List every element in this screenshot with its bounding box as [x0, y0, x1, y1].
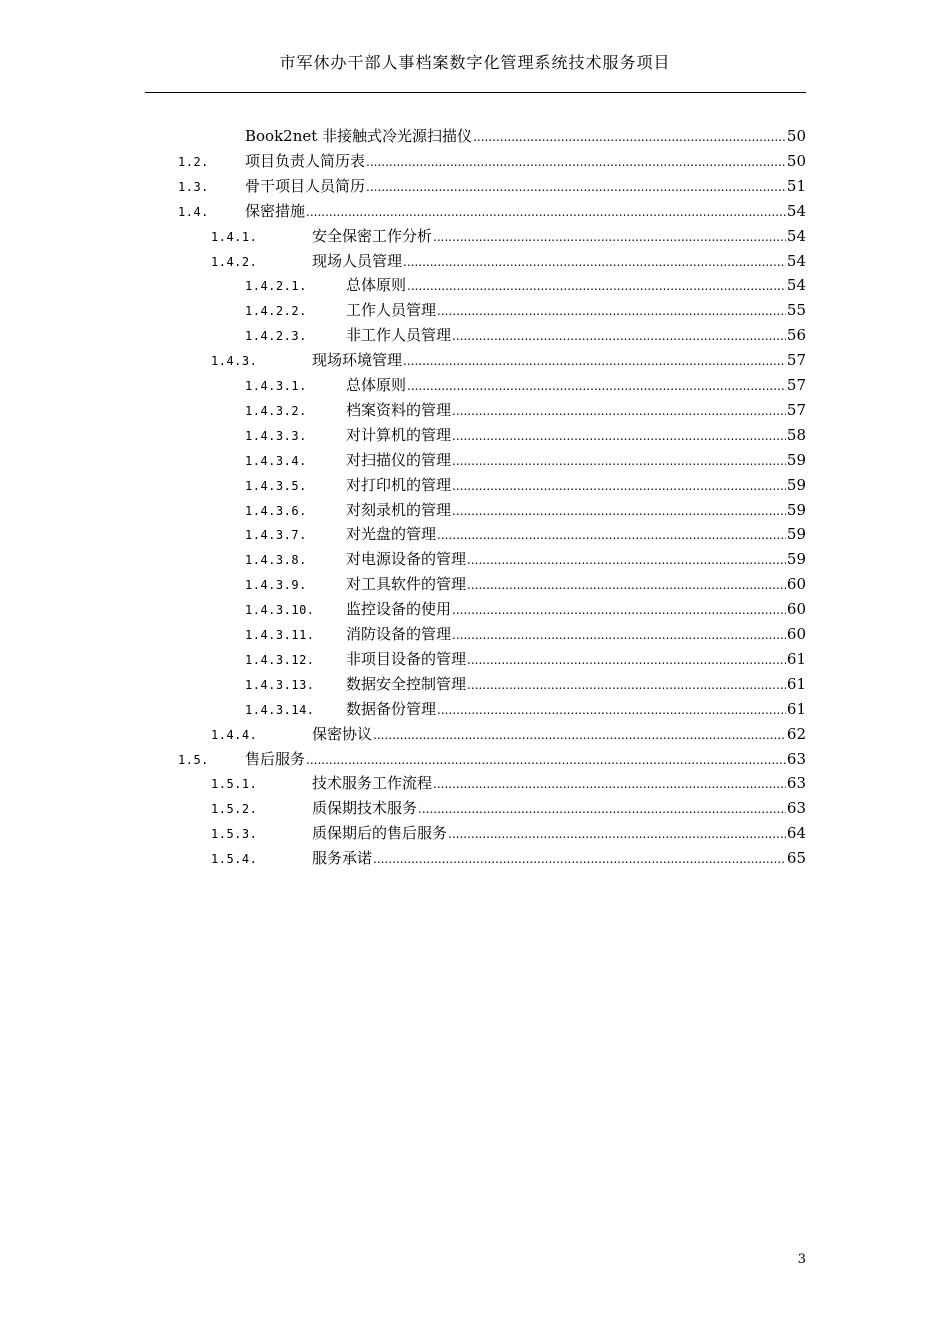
- toc-dot-leader: [403, 250, 786, 274]
- toc-entry[interactable]: [245, 448, 806, 472]
- toc-entry[interactable]: [245, 572, 806, 596]
- toc-dot-leader: [437, 698, 786, 722]
- toc-entry-title: 质保期技术服务: [312, 799, 418, 818]
- toc-dot-leader: [407, 374, 786, 398]
- toc-entry-number: 1.3.: [178, 179, 209, 194]
- toc-dot-leader: [433, 225, 786, 249]
- toc-entry[interactable]: [245, 647, 806, 671]
- toc-entry-title: 安全保密工作分析: [312, 226, 433, 245]
- toc-dot-leader: [467, 548, 786, 572]
- toc-dot-leader: [452, 598, 786, 622]
- page-number: 3: [797, 1252, 806, 1267]
- toc-entry-page: 60: [786, 575, 806, 594]
- toc-entry[interactable]: [245, 697, 806, 721]
- toc-dot-leader: [306, 748, 786, 772]
- toc-entry-page: 60: [786, 625, 806, 643]
- toc-entry-number: 1.4.3.10.: [245, 603, 315, 618]
- toc-entry-title: 工作人员管理: [346, 301, 437, 320]
- toc-entry[interactable]: [245, 273, 806, 297]
- toc-dot-leader: [452, 474, 786, 498]
- header-divider: [145, 92, 806, 93]
- toc-entry-page: 57: [786, 400, 806, 419]
- toc-dot-leader: [473, 125, 786, 149]
- toc-entry-number: 1.4.3.12.: [245, 652, 315, 667]
- toc-entry-title: 总体原则: [346, 376, 407, 394]
- toc-entry[interactable]: [245, 323, 806, 347]
- toc-entry[interactable]: [245, 597, 806, 621]
- toc-entry-title: 保密协议: [312, 724, 373, 743]
- toc-entry-page: 63: [786, 749, 806, 768]
- toc-entry-page: 56: [786, 326, 806, 345]
- toc-entry-number: 1.4.3.6.: [245, 503, 307, 518]
- toc-entry[interactable]: [178, 149, 806, 173]
- toc-entry-number: 1.4.3.1.: [245, 379, 307, 393]
- toc-dot-leader: [452, 424, 786, 448]
- toc-entry-title: 档案资料的管理: [346, 400, 452, 419]
- toc-entry[interactable]: [211, 771, 806, 795]
- toc-entry-number: 1.2.: [178, 154, 209, 169]
- toc-entry-number: 1.4.3.13.: [245, 677, 315, 692]
- toc-dot-leader: [452, 399, 786, 423]
- toc-dot-leader: [373, 723, 786, 747]
- toc-entry-page: 64: [786, 824, 806, 843]
- toc-entry-title: 服务承诺: [312, 849, 373, 868]
- toc-entry[interactable]: [211, 846, 806, 870]
- toc-entry-page: 50: [786, 151, 806, 170]
- toc-entry[interactable]: [211, 722, 806, 746]
- toc-entry-title: 数据备份管理: [346, 699, 437, 718]
- toc-entry[interactable]: [178, 199, 806, 223]
- toc-entry-title: 现场环境管理: [312, 351, 403, 370]
- toc-entry-page: 54: [786, 226, 806, 245]
- toc-dot-leader: [437, 299, 786, 323]
- toc-entry-number: 1.4.2.3.: [245, 329, 307, 344]
- toc-dot-leader: [407, 274, 786, 298]
- toc-entry[interactable]: [245, 547, 806, 571]
- toc-entry-title: 现场人员管理: [312, 251, 403, 270]
- toc-entry-number: 1.4.3.7.: [245, 528, 307, 543]
- toc-entry-number: 1.5.4.: [211, 852, 258, 867]
- toc-entry-page: 61: [786, 649, 806, 668]
- toc-dot-leader: [467, 673, 786, 697]
- toc-entry-page: 54: [786, 251, 806, 270]
- toc-dot-leader: [467, 573, 786, 597]
- toc-entry-number: 1.4.2.2.: [245, 304, 307, 319]
- toc-entry-page: 58: [786, 425, 806, 444]
- toc-entry-title: 对工具软件的管理: [346, 575, 467, 594]
- toc-dot-leader: [418, 797, 786, 821]
- toc-entry-page: 54: [786, 276, 806, 295]
- toc-dot-leader: [306, 200, 786, 224]
- toc-entry-number: 1.5.: [178, 752, 209, 767]
- toc-entry-number: 1.4.: [178, 204, 209, 219]
- toc-entry-number: 1.5.1.: [211, 777, 258, 792]
- toc-entry-page: 63: [786, 799, 806, 818]
- toc-entry[interactable]: [245, 522, 806, 546]
- toc-entry-title: 骨干项目人员简历: [245, 176, 366, 195]
- toc-entry-number: 1.4.3.11.: [245, 628, 315, 642]
- toc-dot-leader: [403, 349, 786, 373]
- toc-dot-leader: [467, 648, 786, 672]
- toc-dot-leader: [448, 822, 786, 846]
- toc-entry-number: 1.4.2.1.: [245, 279, 307, 294]
- toc-dot-leader: [437, 523, 786, 547]
- toc-entry[interactable]: [245, 423, 806, 447]
- toc-entry-page: 61: [786, 699, 806, 718]
- toc-entry-number: 1.4.3.2.: [245, 403, 307, 418]
- toc-entry-title: 技术服务工作流程: [312, 774, 433, 793]
- toc-entry-page: 59: [786, 550, 806, 569]
- toc-dot-leader: [452, 499, 786, 523]
- toc-entry[interactable]: [211, 348, 806, 372]
- toc-entry-title: 消防设备的管理: [346, 625, 452, 643]
- toc-entry-page: 51: [786, 176, 806, 195]
- toc-dot-leader: [433, 772, 786, 796]
- toc-entry-title: 对计算机的管理: [346, 425, 452, 444]
- toc-entry-title: 非项目设备的管理: [346, 649, 467, 668]
- toc-entry-page: 59: [786, 450, 806, 469]
- toc-entry-number: 1.4.3.8.: [245, 553, 307, 568]
- toc-entry-page: 60: [786, 600, 806, 619]
- toc-entry[interactable]: [245, 373, 806, 397]
- toc-entry-page: 50: [786, 127, 806, 145]
- toc-entry-title: 售后服务: [245, 749, 306, 768]
- toc-entry-number: 1.4.2.: [211, 254, 258, 269]
- toc-entry-number: 1.4.3.14.: [245, 702, 315, 717]
- toc-entry-number: 1.4.1.: [211, 229, 258, 244]
- toc-entry-title: 保密措施: [245, 201, 306, 220]
- toc-entry-page: 59: [786, 525, 806, 544]
- toc-entry[interactable]: [211, 821, 806, 845]
- toc-entry-number: 1.4.3.: [211, 354, 258, 369]
- toc-entry[interactable]: [211, 249, 806, 273]
- toc-entry-page: 65: [786, 849, 806, 868]
- toc-entry-title: 对扫描仪的管理: [346, 450, 452, 469]
- toc-entry-number: 1.5.3.: [211, 827, 258, 842]
- toc-entry-page: 54: [786, 201, 806, 220]
- toc-entry-title: 对打印机的管理: [346, 475, 452, 494]
- toc-dot-leader: [366, 150, 786, 174]
- toc-entry-page: 57: [786, 351, 806, 370]
- toc-entry-title: 项目负责人简历表: [245, 151, 366, 170]
- toc-dot-leader: [373, 847, 786, 871]
- toc-entry[interactable]: [245, 298, 806, 322]
- toc-entry[interactable]: [178, 747, 806, 771]
- toc-entry-title: 数据安全控制管理: [346, 674, 467, 693]
- toc-entry-page: 59: [786, 500, 806, 519]
- toc-entry-number: 1.4.3.3.: [245, 428, 307, 443]
- toc-entry[interactable]: [178, 174, 806, 198]
- toc-entry-title: 监控设备的使用: [346, 600, 452, 619]
- toc-entry-page: 61: [786, 674, 806, 693]
- toc-entry[interactable]: [245, 622, 806, 646]
- toc-entry-title: 总体原则: [346, 276, 407, 295]
- toc-entry[interactable]: [245, 473, 806, 497]
- toc-entry[interactable]: [245, 498, 806, 522]
- toc-entry-number: 1.4.3.4.: [245, 453, 307, 468]
- toc-entry-number: 1.4.4.: [211, 727, 258, 742]
- toc-entry-number: 1.4.3.9.: [245, 578, 307, 593]
- toc-entry-title: Book2net 非接触式冷光源扫描仪: [245, 127, 473, 145]
- toc-entry[interactable]: [245, 398, 806, 422]
- toc-dot-leader: [366, 175, 786, 199]
- toc-entry-page: 55: [786, 301, 806, 320]
- toc-entry-number: 1.5.2.: [211, 802, 258, 817]
- toc-dot-leader: [452, 324, 786, 348]
- toc-entry[interactable]: [211, 796, 806, 820]
- toc-entry-title: 对光盘的管理: [346, 525, 437, 544]
- toc-entry-page: 63: [786, 774, 806, 793]
- toc-entry-page: 59: [786, 475, 806, 494]
- toc-entry-title: 非工作人员管理: [346, 326, 452, 345]
- toc-entry-title: 对刻录机的管理: [346, 500, 452, 519]
- toc-entry-title: 质保期后的售后服务: [312, 824, 448, 843]
- toc-entry-page: 57: [786, 376, 806, 394]
- toc-entry-number: 1.4.3.5.: [245, 478, 307, 493]
- toc-entry-page: 62: [786, 724, 806, 743]
- toc-entry[interactable]: [245, 124, 806, 148]
- toc-entry-title: 对电源设备的管理: [346, 550, 467, 569]
- toc-dot-leader: [452, 449, 786, 473]
- toc-entry[interactable]: [211, 224, 806, 248]
- page-header-title: 市军休办干部人事档案数字化管理系统技术服务项目: [279, 53, 671, 72]
- toc-entry[interactable]: [245, 672, 806, 696]
- toc-dot-leader: [452, 623, 786, 647]
